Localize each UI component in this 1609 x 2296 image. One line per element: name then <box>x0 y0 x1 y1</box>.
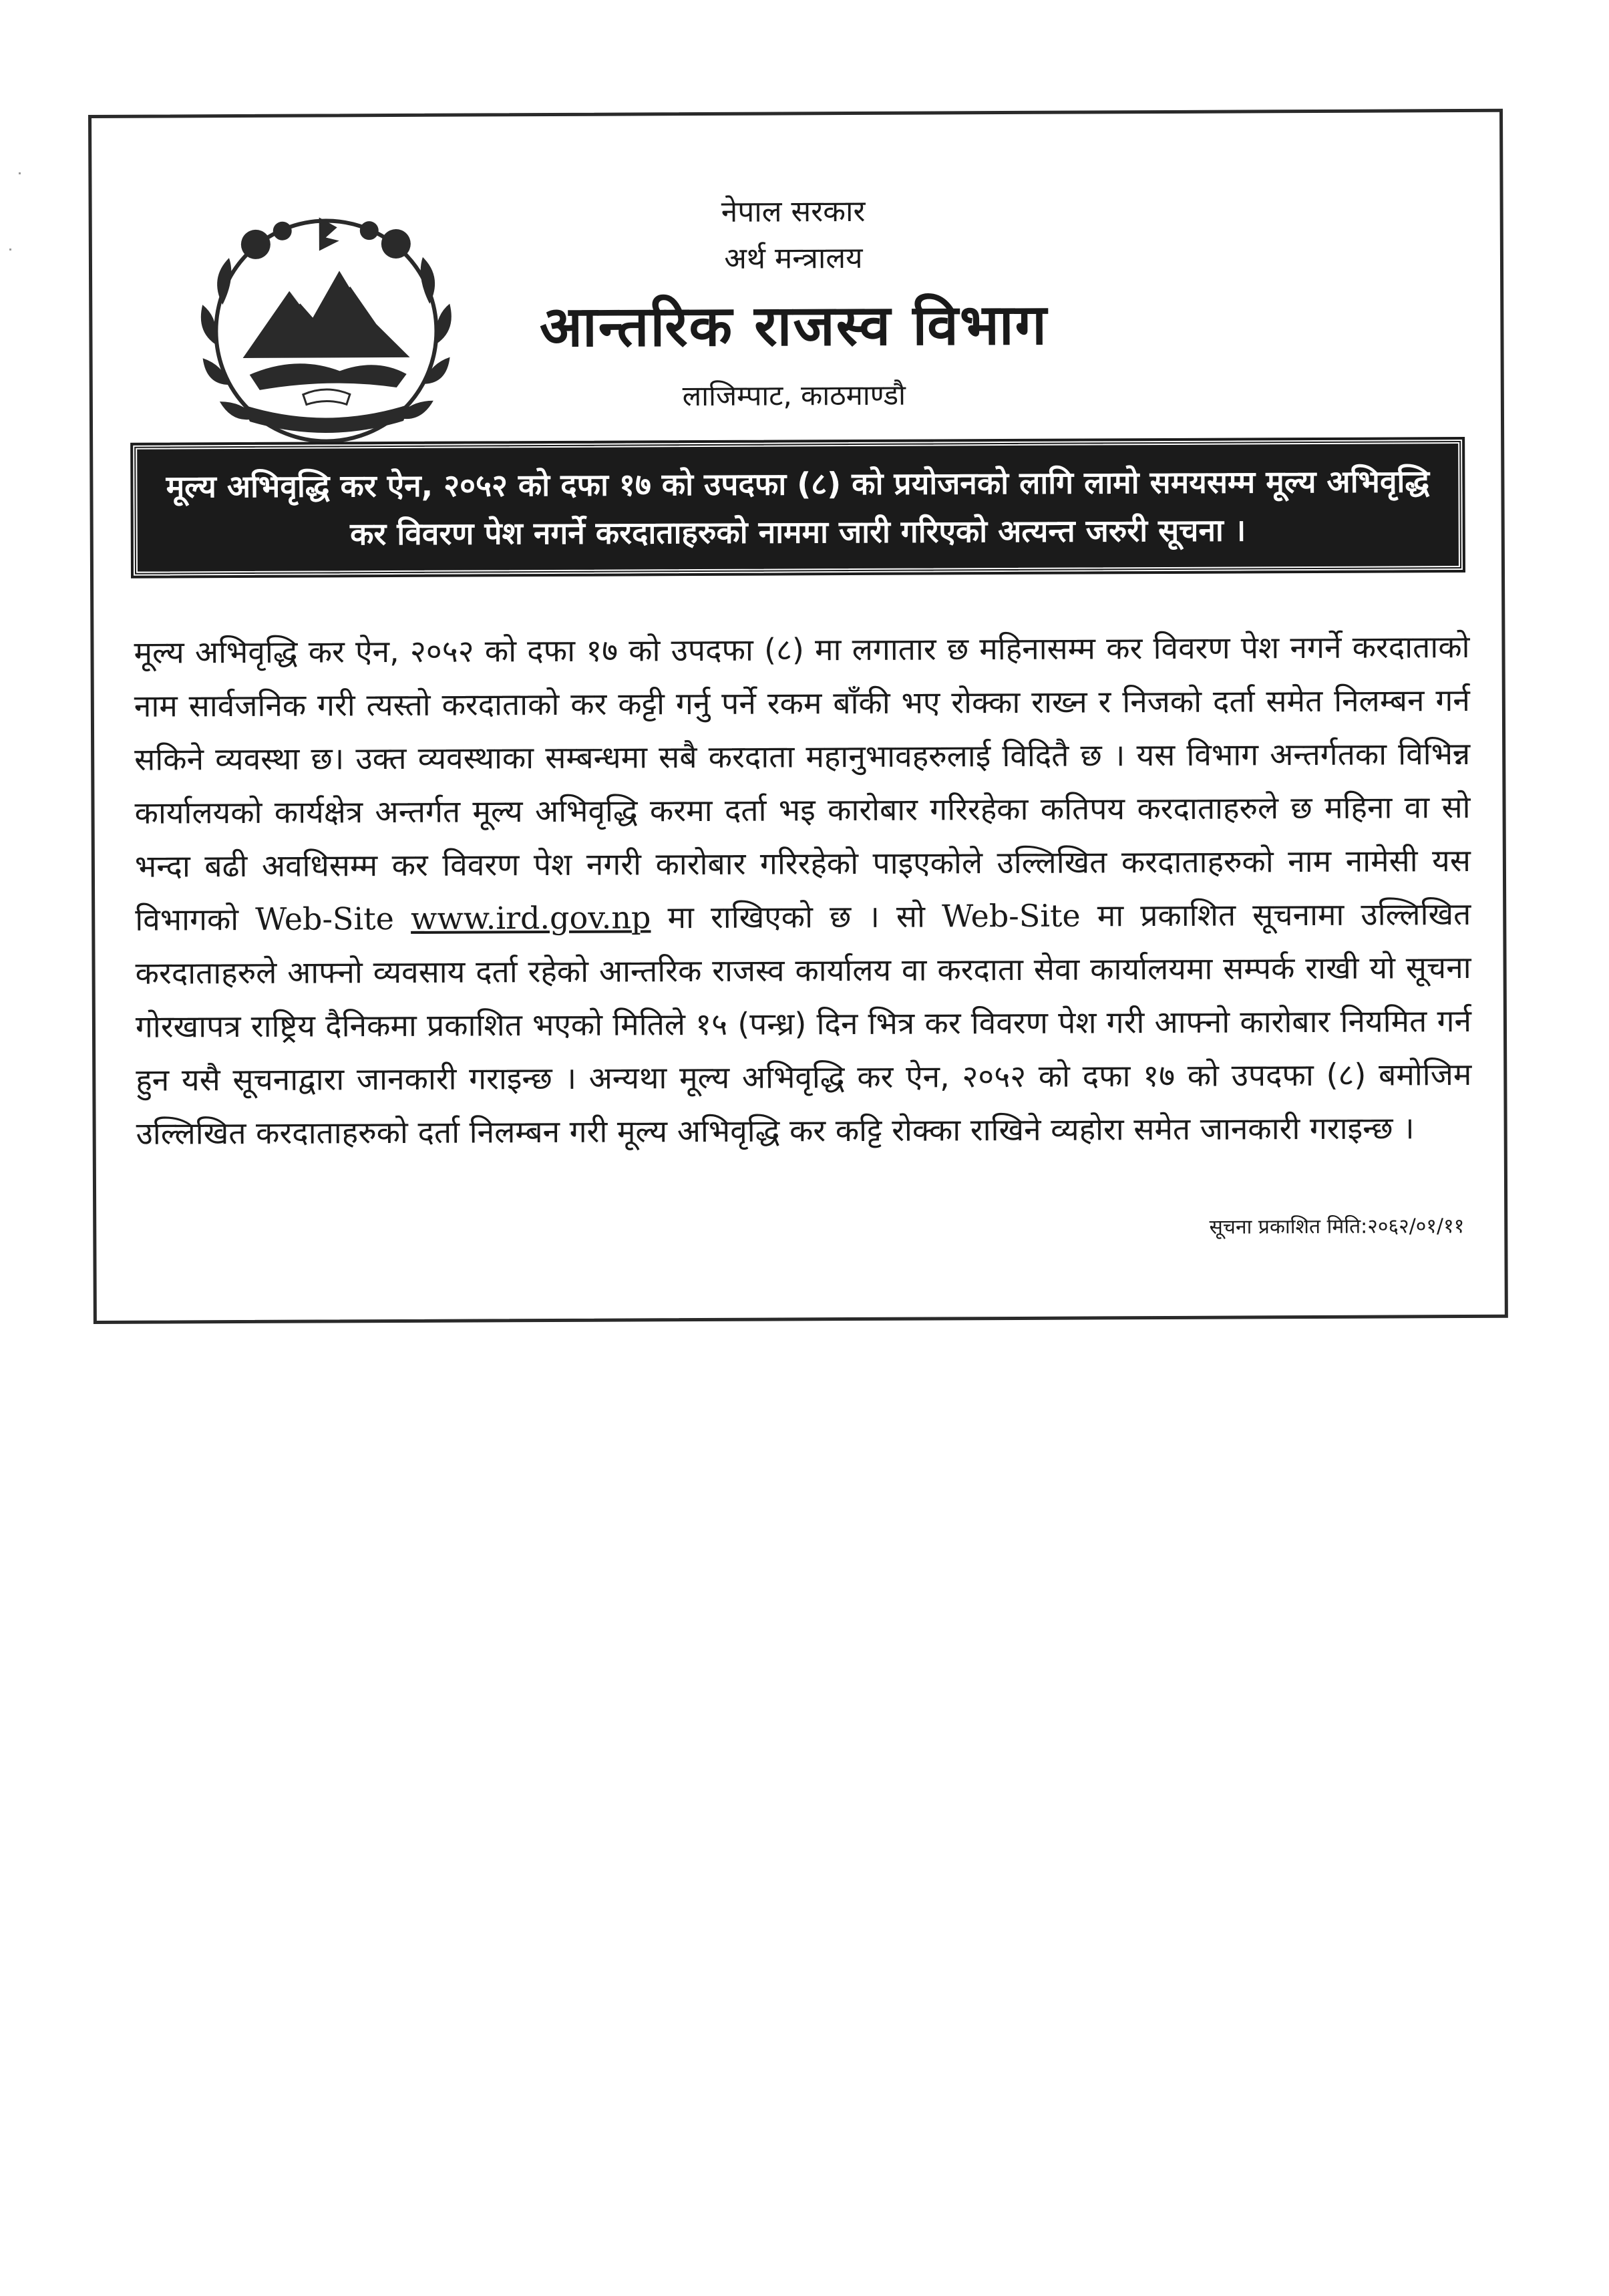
body-text-part3: मा प्रकाशित सूचनामा उल्लिखित करदाताहरुले आफ्नो व्यवसाय दर्ता रहेको आन्तरिक राजस्व कार्यालय वा करदाता सेवा कार्यालयमा सम्पर्क राखी यो सूचना गोरखापत्र राष्ट्रिय दैनिकमा प्रकाशित भएको मितिले १५ (पन्ध्र) दिन भित्र कर विवरण पेश गरी आफ्नो कारोबार नियमित गर्न हुन यसै सूचनाद्वारा जानकारी गराइन्छ । अन्यथा मूल्य अभिवृद्धि कर ऐन, २०५२ को दफा १७ को उपदफा (८) बमोजिम उल्लिखित करदाताहरुको दर्ता निलम्बन गरी मूल्य अभिवृद्धि कर कट्टि रोक्का राखिने व्यहोरा समेत जानकारी गराइन्छ । <box>135 895 1472 1152</box>
ministry-name: अर्थ मन्त्रालय <box>724 240 863 276</box>
notice-frame <box>88 109 1508 1324</box>
body-text-part2: मा राखिएको छ । सो <box>667 898 926 936</box>
header <box>506 188 1081 424</box>
website-word: Web-Site <box>255 900 395 937</box>
department-name: आन्तरिक राजस्व विभाग <box>539 291 1049 360</box>
nepal-government-emblem-icon <box>196 204 458 446</box>
published-date: सूचना प्रकाशित मिति:२०६२/०१/११ <box>1209 1214 1465 1239</box>
government-name: नेपाल सरकार <box>721 194 866 229</box>
website-link[interactable]: www.ird.gov.np <box>410 899 651 937</box>
department-location: लाजिम्पाट, काठमाण्डौ <box>682 378 906 413</box>
notice-body <box>134 620 1471 1160</box>
website-word-2: Web-Site <box>941 897 1081 935</box>
body-text-part1: मूल्य अभिवृद्धि कर ऐन, २०५२ को दफा १७ को उपदफा (८) मा लगातार छ महिनासम्म कर विवरण पेश नगर्ने करदाताको नाम सार्वजनिक गरी त्यस्तो करदाताको कर कट्टी गर्नु पर्ने रकम बाँकी भए रोक्का राख्न र निजको दर्ता समेत निलम्बन गर्न सकिने व्यवस्था छ। उक्त व्यवस्थाका सम्बन्धमा सबै करदाता महानुभावहरुलाई विदितै छ । यस विभाग अन्तर्गतका विभिन्न कार्यालयको कार्यक्षेत्र अन्तर्गत मूल्य अभिवृद्धि करमा दर्ता भइ कारोबार गरिरहेका कतिपय करदाताहरुले छ महिना वा सो भन्दा बढी अवधिसम्म कर विवरण पेश नगरी कारोबार गरिरहेको पाइएकोले उल्लिखित करदाताहरुको नाम नामेसी यस विभागको <box>134 628 1471 938</box>
notice-title-banner: मूल्य अभिवृद्धि कर ऐन, २०५२ को दफा १७ को उपदफा (८) को प्रयोजनको लागि लामो समयसम्म मूल्य अभिवृद्धि कर विवरण पेश नगर्ने करदाताहरुको नाममा जारी गरिएको अत्यन्त जरुरी सूचना । <box>133 440 1463 576</box>
